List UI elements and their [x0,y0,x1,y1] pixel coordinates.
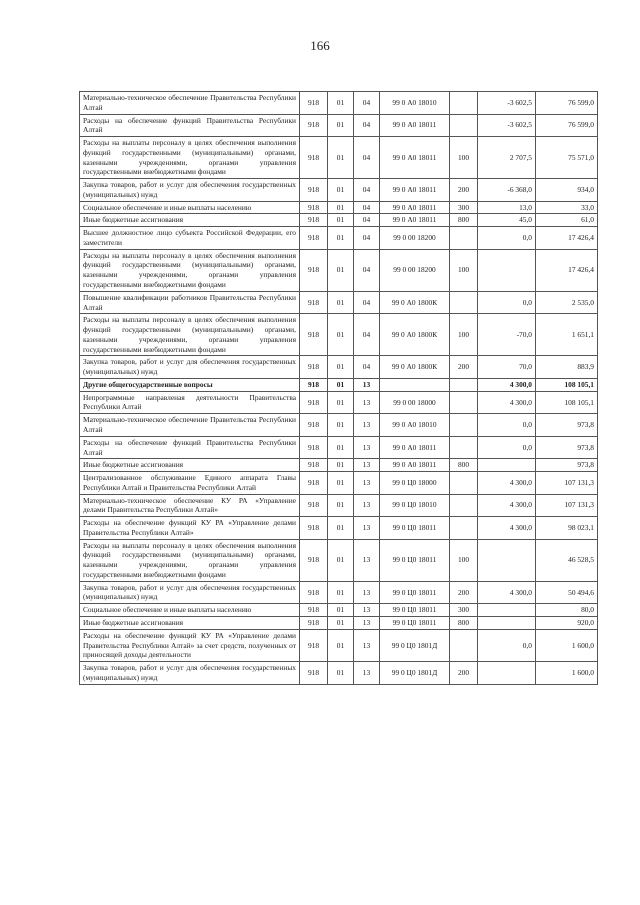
subsection-code: 04 [354,291,380,314]
amount-change: 4 300,0 [478,581,536,604]
row-name: Расходы на обеспечение функций Правительства Республики Алтай [80,436,300,459]
amount-change: 0,0 [478,227,536,250]
expense-type [450,378,478,391]
section-code: 01 [328,291,354,314]
amount-total: 973,8 [536,436,598,459]
section-code: 01 [328,214,354,227]
amount-change: 2 707,5 [478,137,536,179]
section-code: 01 [328,662,354,685]
table-row [80,616,598,629]
section-code: 01 [328,414,354,437]
table-row [80,581,598,604]
section-code: 01 [328,459,354,472]
row-name: Социальное обеспечение и иные выплаты населению [80,201,300,214]
table-row [80,291,598,314]
target-article: 99 0 Ц0 18011 [380,517,450,540]
row-name: Расходы на выплаты персоналу в целях обеспечения выполнения функций государственными (муниципальными) органами, казенными учреждениями, органами управления государственными внебюджетными фондами [80,314,300,356]
amount-total: 46 528,5 [536,539,598,581]
expense-type [450,472,478,495]
expense-type: 100 [450,249,478,291]
target-article: 99 0 Ц0 18011 [380,581,450,604]
ministry-code: 918 [300,92,328,115]
amount-change: 4 300,0 [478,517,536,540]
expense-type: 800 [450,214,478,227]
row-name: Высшее должностное лицо субъекта Российской Федерации, его заместители [80,227,300,250]
row-name: Расходы на обеспечение функций КУ РА «Управление делами Правительства Республики Алтай» за счет средств, полученных от приносящей доходы деятельности [80,629,300,661]
amount-total: 108 105,1 [536,378,598,391]
section-code: 01 [328,616,354,629]
expense-type [450,414,478,437]
expense-type: 200 [450,179,478,202]
row-name: Иные бюджетные ассигнования [80,214,300,227]
table-row [80,227,598,250]
section-code: 01 [328,227,354,250]
target-article: 99 0 А0 1800К [380,291,450,314]
amount-change: 4 300,0 [478,494,536,517]
expense-type [450,517,478,540]
row-name: Закупка товаров, работ и услуг для обеспечения государственных (муниципальных) нужд [80,581,300,604]
subsection-code: 13 [354,391,380,414]
table-row [80,214,598,227]
ministry-code: 918 [300,517,328,540]
expense-type: 200 [450,662,478,685]
expense-type: 100 [450,539,478,581]
section-code: 01 [328,179,354,202]
ministry-code: 918 [300,459,328,472]
ministry-code: 918 [300,227,328,250]
table-row [80,629,598,661]
row-name: Расходы на обеспечение функций КУ РА «Управление делами Правительства Республики Алтай» [80,517,300,540]
section-code: 01 [328,356,354,379]
amount-total: 934,0 [536,179,598,202]
section-code: 01 [328,581,354,604]
amount-total: 17 426,4 [536,249,598,291]
subsection-code: 13 [354,616,380,629]
target-article: 99 0 Ц0 18000 [380,472,450,495]
amount-total: 883,9 [536,356,598,379]
target-article: 99 0 Ц0 1801Д [380,662,450,685]
amount-total: 33,0 [536,201,598,214]
target-article: 99 0 А0 18011 [380,459,450,472]
section-code: 01 [328,314,354,356]
ministry-code: 918 [300,539,328,581]
amount-change [478,616,536,629]
ministry-code: 918 [300,356,328,379]
ministry-code: 918 [300,291,328,314]
section-code: 01 [328,517,354,540]
row-name: Другие общегосударственные вопросы [80,378,300,391]
amount-total: 107 131,3 [536,494,598,517]
amount-total: 76 599,0 [536,92,598,115]
section-code: 01 [328,494,354,517]
target-article: 99 0 А0 18011 [380,137,450,179]
ministry-code: 918 [300,179,328,202]
amount-total: 107 131,3 [536,472,598,495]
ministry-code: 918 [300,662,328,685]
table-row [80,137,598,179]
subsection-code: 04 [354,214,380,227]
target-article: 99 0 А0 18010 [380,92,450,115]
table-row [80,92,598,115]
target-article: 99 0 А0 18011 [380,114,450,137]
amount-change: 0,0 [478,291,536,314]
target-article: 99 0 00 18000 [380,391,450,414]
table-row [80,378,598,391]
amount-change [478,604,536,617]
section-code: 01 [328,539,354,581]
subsection-code: 13 [354,662,380,685]
expense-type: 800 [450,616,478,629]
amount-change: 0,0 [478,629,536,661]
subsection-code: 13 [354,604,380,617]
expense-type [450,436,478,459]
amount-total: 2 535,0 [536,291,598,314]
row-name: Расходы на выплаты персоналу в целях обеспечения выполнения функций государственными (муниципальными) органами, казенными учреждениями, органами управления государственными внебюджетными фондами [80,137,300,179]
row-name: Иные бюджетные ассигнования [80,459,300,472]
subsection-code: 13 [354,539,380,581]
amount-change: 45,0 [478,214,536,227]
target-article: 99 0 А0 1800К [380,356,450,379]
row-name: Материально-техническое обеспечение Правительства Республики Алтай [80,414,300,437]
subsection-code: 04 [354,227,380,250]
table-row [80,494,598,517]
subsection-code: 13 [354,459,380,472]
amount-total: 75 571,0 [536,137,598,179]
expense-type [450,114,478,137]
amount-change: 13,0 [478,201,536,214]
amount-change [478,662,536,685]
subsection-code: 13 [354,436,380,459]
subsection-code: 13 [354,414,380,437]
table-body [80,92,598,685]
amount-total: 1 600,0 [536,662,598,685]
subsection-code: 04 [354,314,380,356]
amount-total: 80,0 [536,604,598,617]
table-row [80,201,598,214]
row-name: Непрограммные направленая деятельности Правительства Республики Алтай [80,391,300,414]
row-name: Расходы на выплаты персоналу в целях обеспечения выполнения функций государственными (муниципальными) органами, казенными учреждениями, органами управления государственными внебюджетными фондами [80,539,300,581]
expense-type: 200 [450,356,478,379]
expense-type [450,391,478,414]
target-article: 99 0 А0 18011 [380,201,450,214]
target-article: 99 0 А0 1800К [380,314,450,356]
table-row [80,459,598,472]
subsection-code: 13 [354,517,380,540]
expense-type: 300 [450,604,478,617]
subsection-code: 04 [354,114,380,137]
amount-total: 920,0 [536,616,598,629]
ministry-code: 918 [300,436,328,459]
table-row [80,436,598,459]
target-article: 99 0 Ц0 1801Д [380,629,450,661]
subsection-code: 13 [354,581,380,604]
amount-change: 4 300,0 [478,472,536,495]
amount-change [478,539,536,581]
subsection-code: 13 [354,378,380,391]
row-name: Расходы на обеспечение функций Правительства Республики Алтай [80,114,300,137]
target-article: 99 0 Ц0 18011 [380,604,450,617]
target-article: 99 0 00 18200 [380,249,450,291]
row-name: Повышение квалификации работников Правительства Республики Алтай [80,291,300,314]
section-code: 01 [328,472,354,495]
table-row [80,114,598,137]
section-code: 01 [328,249,354,291]
ministry-code: 918 [300,604,328,617]
amount-total: 98 023,1 [536,517,598,540]
amount-total: 108 105,1 [536,391,598,414]
row-name: Материально-техническое обеспечение КУ РА «Управление делами Правительства Республики Алтай» [80,494,300,517]
subsection-code: 04 [354,201,380,214]
subsection-code: 13 [354,494,380,517]
row-name: Материально-техническое обеспечение Правительства Республики Алтай [80,92,300,115]
ministry-code: 918 [300,494,328,517]
table-row [80,391,598,414]
ministry-code: 918 [300,629,328,661]
amount-change: 4 300,0 [478,391,536,414]
ministry-code: 918 [300,581,328,604]
row-name: Централизованное обслуживание Единого аппарата Главы Республики Алтай и Правительства Республики Алтай [80,472,300,495]
expense-type [450,629,478,661]
subsection-code: 04 [354,137,380,179]
expense-type [450,494,478,517]
section-code: 01 [328,201,354,214]
table-row [80,517,598,540]
row-name: Закупка товаров, работ и услуг для обеспечения государственных (муниципальных) нужд [80,179,300,202]
amount-change: 4 300,0 [478,378,536,391]
target-article: 99 0 А0 18011 [380,214,450,227]
ministry-code: 918 [300,201,328,214]
target-article: 99 0 А0 18010 [380,414,450,437]
ministry-code: 918 [300,137,328,179]
amount-total: 61,0 [536,214,598,227]
table-row [80,604,598,617]
table-row [80,472,598,495]
section-code: 01 [328,378,354,391]
table-row [80,314,598,356]
amount-total: 50 494,6 [536,581,598,604]
subsection-code: 04 [354,92,380,115]
table-row [80,179,598,202]
section-code: 01 [328,137,354,179]
subsection-code: 13 [354,629,380,661]
row-name: Расходы на выплаты персоналу в целях обеспечения выполнения функций государственными (муниципальными) органами, казенными учреждениями, органами управления государственными внебюджетными фондами [80,249,300,291]
subsection-code: 04 [354,356,380,379]
ministry-code: 918 [300,472,328,495]
target-article: 99 0 А0 18011 [380,436,450,459]
target-article: 99 0 А0 18011 [380,179,450,202]
page-number: 166 [310,38,330,53]
section-code: 01 [328,391,354,414]
budget-table [79,91,598,685]
expense-type [450,291,478,314]
expense-type: 200 [450,581,478,604]
amount-change: 0,0 [478,436,536,459]
amount-total: 973,8 [536,459,598,472]
amount-change: 70,0 [478,356,536,379]
subsection-code: 13 [354,472,380,495]
ministry-code: 918 [300,378,328,391]
subsection-code: 04 [354,179,380,202]
ministry-code: 918 [300,391,328,414]
target-article: 99 0 Ц0 18010 [380,494,450,517]
table-row [80,356,598,379]
subsection-code: 04 [354,249,380,291]
table-row [80,662,598,685]
section-code: 01 [328,604,354,617]
ministry-code: 918 [300,414,328,437]
target-article [380,378,450,391]
target-article: 99 0 Ц0 18011 [380,616,450,629]
target-article: 99 0 00 18200 [380,227,450,250]
amount-total: 1 651,1 [536,314,598,356]
ministry-code: 918 [300,616,328,629]
expense-type: 100 [450,314,478,356]
row-name: Иные бюджетные ассигнования [80,616,300,629]
ministry-code: 918 [300,114,328,137]
amount-change [478,249,536,291]
row-name: Закупка товаров, работ и услуг для обеспечения государственных (муниципальных) нужд [80,356,300,379]
expense-type [450,227,478,250]
ministry-code: 918 [300,314,328,356]
table-row [80,249,598,291]
expense-type: 300 [450,201,478,214]
amount-change: -3 602,5 [478,114,536,137]
section-code: 01 [328,92,354,115]
amount-total: 973,8 [536,414,598,437]
row-name: Закупка товаров, работ и услуг для обеспечения государственных (муниципальных) нужд [80,662,300,685]
expense-type: 800 [450,459,478,472]
expense-type [450,92,478,115]
amount-change: -70,0 [478,314,536,356]
amount-change: -3 602,5 [478,92,536,115]
amount-change: 0,0 [478,414,536,437]
row-name: Социальное обеспечение и иные выплаты населению [80,604,300,617]
ministry-code: 918 [300,214,328,227]
section-code: 01 [328,629,354,661]
ministry-code: 918 [300,249,328,291]
amount-total: 1 600,0 [536,629,598,661]
amount-total: 76 599,0 [536,114,598,137]
section-code: 01 [328,114,354,137]
amount-change [478,459,536,472]
table-row [80,414,598,437]
amount-change: -6 368,0 [478,179,536,202]
target-article: 99 0 Ц0 18011 [380,539,450,581]
table-row [80,539,598,581]
amount-total: 17 426,4 [536,227,598,250]
expense-type: 100 [450,137,478,179]
section-code: 01 [328,436,354,459]
